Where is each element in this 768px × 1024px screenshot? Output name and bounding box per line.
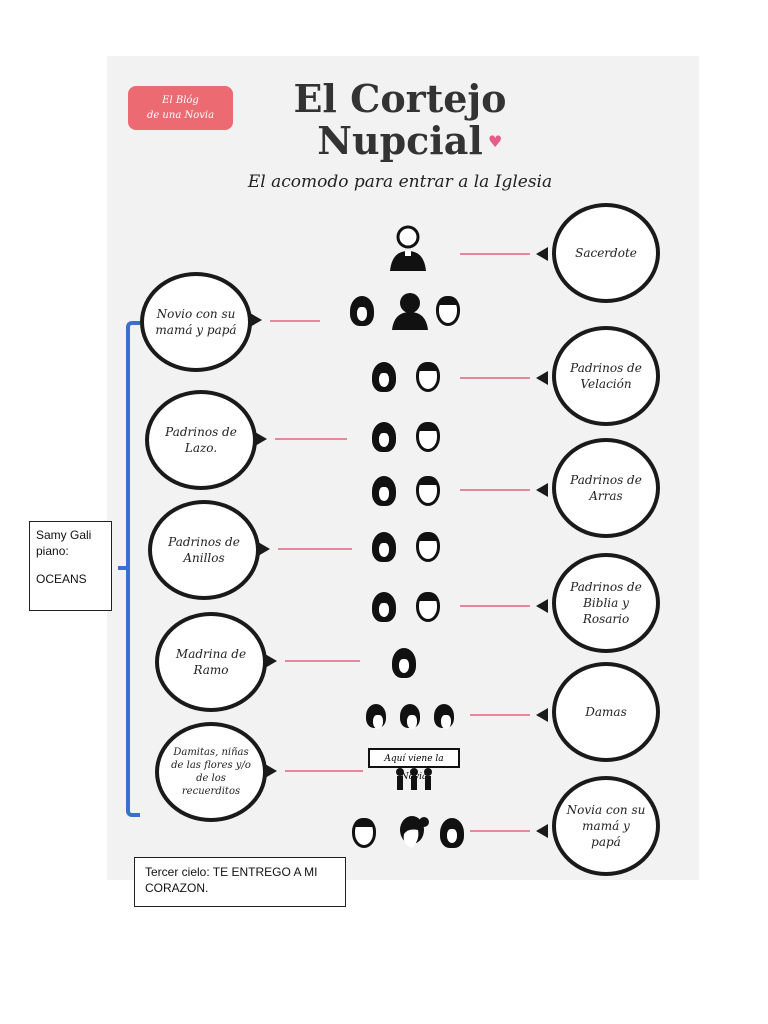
blog-stamp (128, 86, 233, 130)
bubble-tail (536, 708, 548, 722)
woman-icon (372, 362, 396, 392)
bubble-ramo (155, 612, 267, 712)
piano-note-line-2: OCEANS (36, 572, 87, 586)
woman-icon (372, 532, 396, 562)
connector-line (275, 438, 347, 440)
bubble-sacerdote (552, 203, 660, 303)
connector-line (278, 548, 352, 550)
bubble-damitas (155, 722, 267, 822)
woman-icon (372, 592, 396, 622)
connector-line (270, 320, 320, 322)
bubble-tail (255, 432, 267, 446)
bubble-novia (552, 776, 660, 876)
bracket-notch (118, 566, 128, 570)
bubble-tail (250, 313, 262, 327)
man-icon (416, 422, 440, 452)
bubble-label: Madrina de Ramo (175, 647, 247, 677)
title-line-2: Nupcial (317, 118, 483, 163)
bubble-tail (265, 654, 277, 668)
woman-icon (350, 296, 374, 326)
man-icon (436, 296, 460, 326)
tercer-cielo-note-text: Tercer cielo: TE ENTREGO A MI CORAZON. (145, 865, 318, 895)
woman-icon (372, 476, 396, 506)
bubble-label: Novio con su mamá y papá (155, 307, 237, 337)
subtitle: El acomodo para entrar a la Iglesia (247, 172, 553, 192)
woman-icon (434, 704, 454, 728)
bubble-tail (536, 483, 548, 497)
man-icon (352, 818, 376, 848)
bubble-label: Damitas, niñas de las flores y/o de los recuerditos (171, 747, 251, 797)
woman-icon (400, 704, 420, 728)
bubble-tail (536, 599, 548, 613)
connector-line (470, 830, 530, 832)
bubble-label: Padrinos de Biblia y Rosario (570, 580, 642, 626)
connector-line (285, 660, 360, 662)
bride-icon (394, 814, 430, 850)
connector-line (460, 605, 530, 607)
connector-line (470, 714, 530, 716)
woman-icon (372, 422, 396, 452)
bubble-tail (536, 371, 548, 385)
bubble-lazo (145, 390, 257, 490)
piano-note-line-1: Samy Gali piano: (36, 528, 92, 558)
bubble-novio (140, 272, 252, 372)
bubble-anillos (148, 500, 260, 600)
bubble-tail (536, 247, 548, 261)
woman-icon (440, 818, 464, 848)
title-line-1: El Cortejo (293, 76, 507, 121)
bubble-biblia (552, 553, 660, 653)
bubble-label: Padrinos de Anillos (168, 535, 240, 565)
piano-note-box[interactable] (29, 521, 112, 611)
bubble-tail (258, 542, 270, 556)
man-icon (416, 592, 440, 622)
bubble-velacion (552, 326, 660, 426)
man-icon (416, 362, 440, 392)
priest-icon (388, 225, 428, 271)
bubble-label: Damas (585, 705, 627, 719)
groom-icon (390, 292, 430, 330)
heart-icon: ♥ (488, 132, 503, 151)
woman-icon (366, 704, 386, 728)
connector-line (285, 770, 363, 772)
bubble-label: Padrinos de Lazo. (165, 425, 237, 455)
stamp-line-2: de una Novia (146, 110, 215, 121)
stamp-line-1: El Blóg (162, 95, 199, 106)
bubble-damas (552, 662, 660, 762)
blue-bracket (126, 321, 140, 817)
bubble-label: Novia con su mamá y papá (566, 803, 646, 849)
bubble-tail (536, 824, 548, 838)
connector-line (460, 377, 530, 379)
bubble-arras (552, 438, 660, 538)
connector-line (460, 253, 530, 255)
woman-icon (392, 648, 416, 678)
man-icon (416, 476, 440, 506)
bubble-label: Sacerdote (575, 246, 637, 260)
bubble-tail (265, 764, 277, 778)
children-icon (392, 768, 436, 790)
bubble-label: Padrinos de Velación (570, 361, 642, 391)
man-icon (416, 532, 440, 562)
tercer-cielo-note-box[interactable] (134, 857, 346, 907)
bride-sign: Aquí viene la (368, 748, 460, 768)
bubble-label: Padrinos de Arras (570, 473, 642, 503)
connector-line (460, 489, 530, 491)
